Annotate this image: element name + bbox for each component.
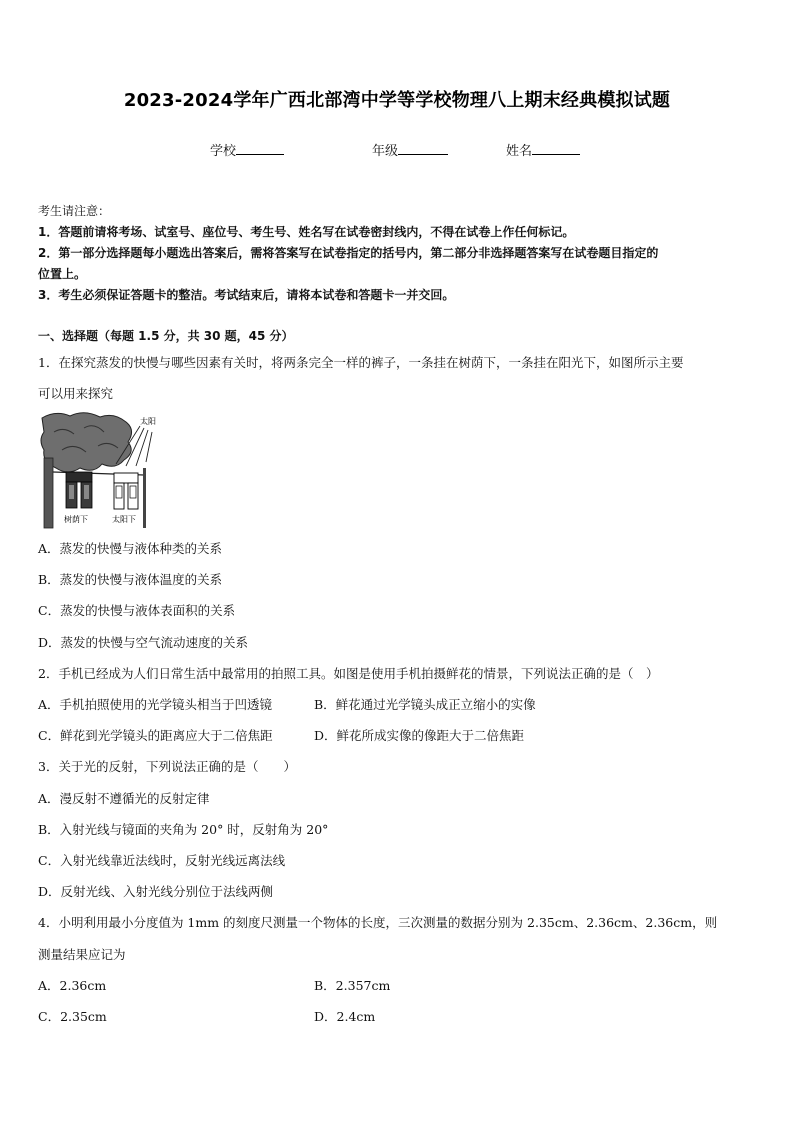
- name-blank[interactable]: [532, 141, 580, 155]
- q2-option-b[interactable]: B．鲜花通过光学镜头成正立缩小的实像: [314, 697, 536, 712]
- q3-option-c[interactable]: C．入射光线靠近法线时，反射光线远离法线: [38, 853, 286, 868]
- q4-stem-line1: 4．小明利用最小分度值为 1mm 的刻度尺测量一个物体的长度，三次测量的数据分别为 2.35cm、2.36cm、2.36cm，则: [38, 915, 718, 930]
- q2-option-d[interactable]: D．鲜花所成实像的像距大于二倍焦距: [314, 728, 525, 743]
- grade-blank[interactable]: [398, 141, 448, 155]
- q1-stem-line1: 1．在探究蒸发的快慢与哪些因素有关时，将两条完全一样的裤子，一条挂在树荫下，一条挂在阳光下，如图所示主要: [38, 355, 684, 370]
- sun-pants: [114, 473, 138, 509]
- shade-label: 树荫下: [64, 515, 88, 524]
- section-title: 一、选择题（每题 1.5 分，共 30 题，45 分）: [38, 329, 294, 343]
- q1-option-c[interactable]: C．蒸发的快慢与液体表面积的关系: [38, 603, 236, 618]
- q1-option-a[interactable]: A．蒸发的快慢与液体种类的关系: [38, 541, 223, 556]
- q1-option-b[interactable]: B．蒸发的快慢与液体温度的关系: [38, 572, 223, 587]
- sun-label: 太阳: [140, 417, 156, 426]
- notice-item-1: 1．答题前请将考场、试室号、座位号、考生号、姓名写在试卷密封线内，不得在试卷上作任何标记。: [38, 225, 575, 239]
- q1-option-d[interactable]: D．蒸发的快慢与空气流动速度的关系: [38, 635, 249, 650]
- school-blank[interactable]: [236, 141, 284, 155]
- q3-stem: 3．关于光的反射，下列说法正确的是（ ）: [38, 759, 296, 774]
- grade-field[interactable]: [372, 140, 448, 159]
- notice-item-2: 2．第一部分选择题每小题选出答案后，需将答案写在试卷指定的括号内，第二部分非选择题答案写在试卷题目指定的: [38, 246, 659, 260]
- exam-title: 2023-2024学年广西北部湾中学等学校物理八上期末经典模拟试题: [123, 90, 671, 111]
- tree-canopy: [41, 413, 132, 472]
- q1-figure-clothes-drying: [40, 412, 160, 530]
- shade-pants: [66, 472, 92, 508]
- grade-label: 年级: [372, 144, 399, 159]
- name-field[interactable]: [506, 140, 580, 159]
- q4-option-a[interactable]: A．2.36cm: [38, 978, 107, 993]
- notice-heading: 考生请注意：: [38, 204, 111, 218]
- sun-under-label: 太阳下: [112, 515, 136, 524]
- q3-option-d[interactable]: D．反射光线、入射光线分别位于法线两侧: [38, 884, 274, 899]
- q4-option-b[interactable]: B．2.357cm: [314, 978, 391, 993]
- q4-option-c[interactable]: C．2.35cm: [38, 1009, 107, 1024]
- school-label: 学校: [210, 144, 237, 159]
- q1-stem-line2: 可以用来探究: [38, 386, 114, 401]
- school-field[interactable]: [210, 140, 284, 159]
- name-label: 姓名: [506, 144, 533, 159]
- q4-stem-line2: 测量结果应记为: [38, 947, 126, 962]
- q2-stem: 2．手机已经成为人们日常生活中最常用的拍照工具。如图是使用手机拍摄鲜花的情景，下列说法正确的是（ ）: [38, 666, 659, 681]
- q3-option-a[interactable]: A．漫反射不遵循光的反射定律: [38, 791, 210, 806]
- notice-item-3: 3．考生必须保证答题卡的整洁。考试结束后，请将本试卷和答题卡一并交回。: [38, 288, 455, 302]
- q3-option-b[interactable]: B．入射光线与镜面的夹角为 20° 时，反射角为 20°: [38, 822, 329, 837]
- q4-option-d[interactable]: D．2.4cm: [314, 1009, 376, 1024]
- tree-trunk: [44, 458, 53, 528]
- student-info-row: [0, 140, 794, 160]
- q2-option-a[interactable]: A．手机拍照使用的光学镜头相当于凹透镜: [38, 697, 273, 712]
- clothes-drying-illustration: [40, 412, 160, 530]
- q2-option-c[interactable]: C．鲜花到光学镜头的距离应大于二倍焦距: [38, 728, 273, 743]
- notice-item-2-cont: 位置上。: [38, 267, 87, 281]
